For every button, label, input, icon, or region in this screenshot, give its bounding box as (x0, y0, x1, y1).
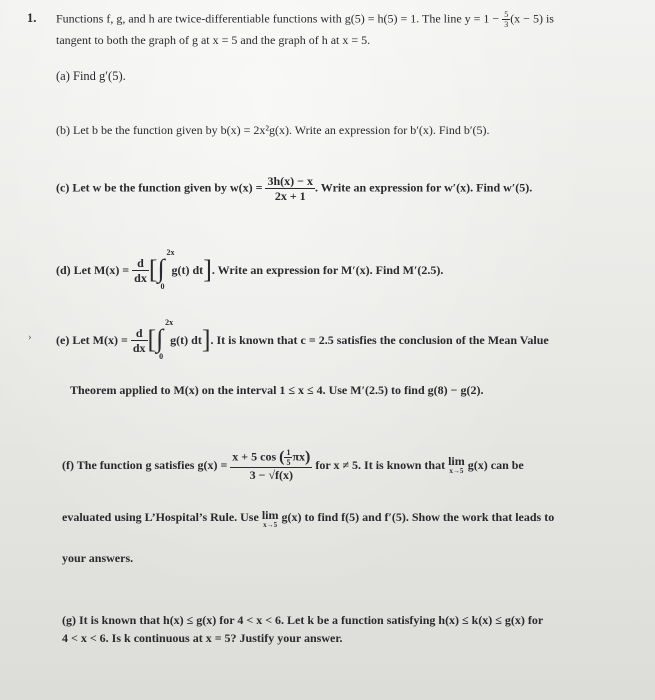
limit-operator (448, 455, 465, 475)
integrand: g(t) dt (171, 263, 204, 277)
d-den: dx (132, 340, 146, 355)
lim-sub: x→5 (263, 521, 278, 529)
intro-text-end: (x − 5) is (510, 11, 554, 26)
inner-den: 5 (286, 458, 291, 467)
g-num: x + 5 cos ( $\frac{1}{5}$ πx) (232, 448, 311, 467)
integrand: g(t) dt (170, 333, 202, 347)
d-den: dx (134, 270, 147, 285)
integral-sign: ∫ 2x 0 (157, 248, 175, 291)
left-bracket: [ (147, 325, 157, 354)
part-f-lead: (f) The function g satisfies g(x) = (62, 458, 231, 472)
part-d-lead: (d) Let M(x) = (56, 263, 133, 277)
intro-line-1 (56, 10, 554, 29)
part-e-lead: (e) Let M(x) = (56, 333, 131, 347)
part-c-tail: . Write an expression for w′(x). Find w′(5). (315, 180, 533, 195)
part-f-tail-b: g(x) can be (464, 458, 524, 472)
slope-num: 5 (504, 10, 509, 19)
part-d (56, 248, 444, 291)
g-den: 3 − √f(x) (249, 468, 294, 482)
inner-num: 1 (286, 448, 291, 457)
part-f-tail-a: for x ≠ 5. It is known that (312, 458, 449, 472)
lower-limit: 0 (159, 352, 164, 361)
intro-line-2: tangent to both the graph of g at x = 5 and the graph of h at x = 5. (56, 33, 371, 47)
part-e (56, 318, 549, 361)
lim-word: lim (448, 454, 465, 468)
limit-operator (262, 509, 279, 529)
part-c-lead: (c) Let w be the function given by w(x) = (56, 180, 266, 195)
part-e-tail: . It is known that c = 2.5 satisfies the conclusion of the Mean Value (210, 333, 549, 347)
w-den: 2x + 1 (274, 189, 306, 203)
left-bracket: [ (148, 255, 158, 284)
upper-limit: 2x (165, 318, 174, 327)
problem-number: 1. (27, 11, 37, 25)
right-bracket: ] (201, 325, 211, 354)
lower-limit: 0 (160, 282, 165, 291)
upper-limit: 2x (166, 248, 175, 257)
g-fraction (230, 448, 312, 482)
part-f-line-2b: g(x) to find f(5) and f′(5). Show the work that leads to (278, 510, 555, 524)
part-e-line-2: Theorem applied to M(x) on the interval 1 ≤ x ≤ 4. Use M′(2.5) to find g(8) − g(2). (70, 383, 484, 397)
lim-sub: x→5 (449, 467, 464, 475)
d-dx-fraction (132, 256, 149, 285)
g-num-a: x + 5 cos (232, 449, 280, 464)
lim-word: lim (261, 508, 279, 522)
part-g-line-2: 4 < x < 6. Is k continuous at x = 5? Justify your answer. (62, 631, 343, 645)
d-dx-fraction (131, 326, 148, 355)
w-fraction (265, 174, 315, 203)
part-d-tail: . Write an expression for M′(x). Find M′(2.5). (211, 263, 444, 277)
integral-sign: ∫ 2x 0 (156, 318, 174, 361)
d-num: d (132, 256, 149, 271)
intro-text: Functions f, g, and h are twice-differentiable functions with g(5) = h(5) = 1. The line y = 1 − (56, 11, 503, 26)
slope-fraction (502, 10, 510, 29)
part-b: (b) Let b be the function given by b(x) = 2x²g(x). Write an expression for b′(x). Find b′(5). (56, 123, 490, 137)
d-num: d (131, 326, 148, 341)
part-g-line-1: (g) It is known that h(x) ≤ g(x) for 4 < x < 6. Let k be a function satisfying h(x) ≤ k(x) ≤ g(x) for (62, 613, 544, 627)
part-f (62, 448, 524, 482)
w-num: 3h(x) − x (267, 174, 313, 188)
slope-den: 3 (504, 20, 509, 29)
part-a: (a) Find g′(5). (56, 69, 126, 83)
pen-mark: › (28, 331, 32, 343)
part-f-line-2a: evaluated using L’Hospital’s Rule. Use (62, 510, 262, 524)
right-bracket: ] (203, 255, 212, 284)
part-f-line-3: your answers. (62, 551, 134, 565)
part-c (56, 174, 532, 203)
g-num-b: πx (292, 449, 306, 464)
part-f-line-2 (62, 509, 554, 529)
